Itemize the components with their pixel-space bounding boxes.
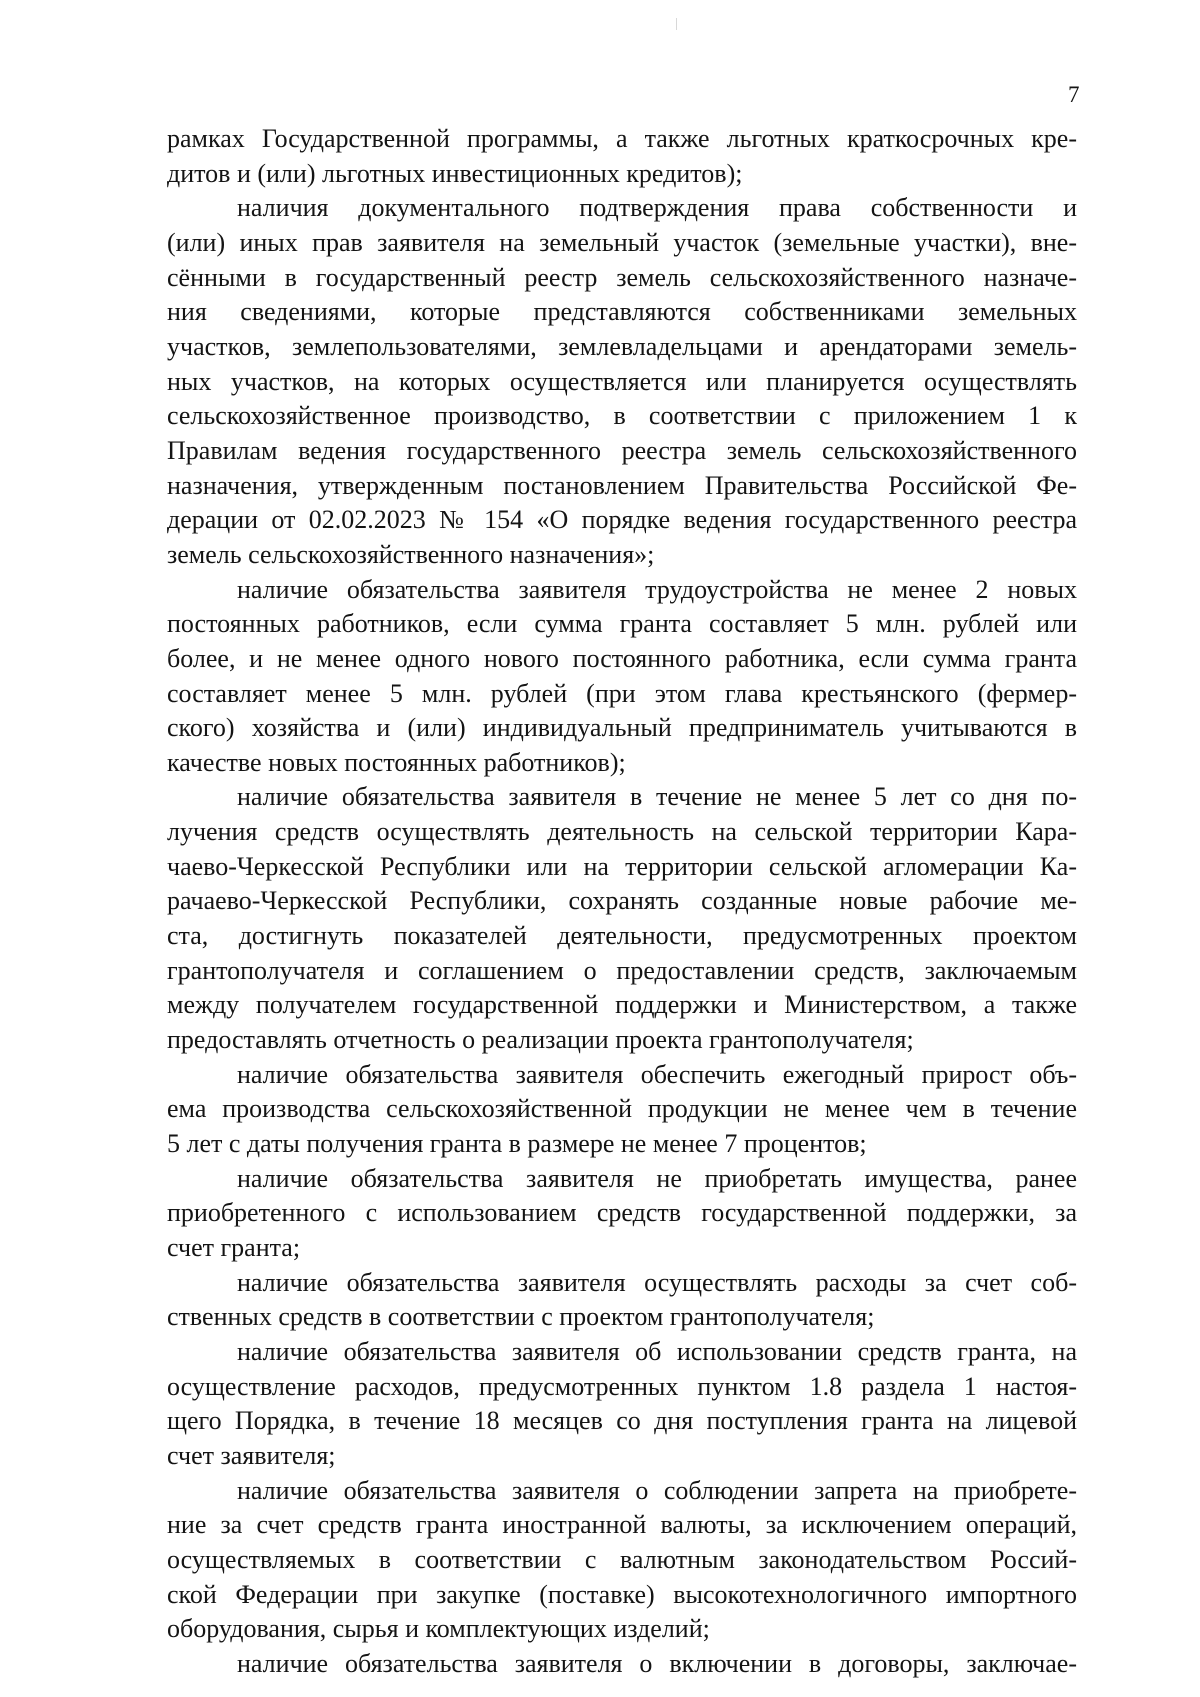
- text-line: (или) иных прав заявителя на земельный участок (земельные участки), вне-: [167, 227, 1077, 257]
- text-line: ема производства сельскохозяйственной продукции не менее чем в течение: [167, 1094, 1077, 1124]
- text-line: назначения, утвержденным постановлением Правительства Российской Фе-: [167, 470, 1077, 500]
- text-line: счет гранта;: [167, 1233, 301, 1262]
- text-line: наличие обязательства заявителя о соблюдении запрета на приобрете-: [237, 1475, 1077, 1505]
- text-line: ние за счет средств гранта иностранной валюты, за исключением операций,: [167, 1510, 1077, 1540]
- text-line: земель сельскохозяйственного назначения»;: [167, 539, 655, 569]
- text-line: наличие обязательства заявителя в течение не менее 5 лет со дня по-: [237, 782, 1077, 812]
- text-line: ской Федерации при закупке (поставке) высокотехнологичного импортного: [167, 1579, 1077, 1609]
- scan-artifact: [676, 18, 677, 30]
- text-line: ных участков, на которых осуществляется или планируется осуществлять: [167, 366, 1077, 396]
- text-line: осуществляемых в соответствии с валютным законодательством Россий-: [167, 1544, 1077, 1574]
- text-line: наличие обязательства заявителя не приобретать имущества, ранее: [237, 1163, 1077, 1193]
- text-line: приобретенного с использованием средств государственной поддержки, за: [167, 1198, 1077, 1228]
- page-number: 7: [1068, 82, 1080, 107]
- text-line: составляет менее 5 млн. рублей (при этом глава крестьянского (фермер-: [167, 678, 1077, 708]
- text-line: грантополучателя и соглашением о предоставлении средств, заключаемым: [167, 955, 1077, 985]
- text-line: щего Порядка, в течение 18 месяцев со дня поступления гранта на лицевой: [167, 1406, 1077, 1436]
- text-line: оборудования, сырья и комплектующих изделий;: [167, 1614, 710, 1644]
- text-line: качестве новых постоянных работников);: [167, 747, 626, 777]
- text-line: осуществление расходов, предусмотренных пунктом 1.8 раздела 1 настоя-: [167, 1371, 1077, 1401]
- text-line: сельскохозяйственное производство, в соответствии с приложением 1 к: [167, 401, 1077, 431]
- text-line: наличие обязательства заявителя осуществлять расходы за счет соб-: [237, 1267, 1077, 1297]
- text-line: более, и не менее одного нового постоянного работника, если сумма гранта: [167, 643, 1077, 673]
- text-line: между получателем государственной поддержки и Министерством, а также: [167, 990, 1077, 1020]
- text-line: чаево-Черкесской Республики или на территории сельской агломерации Ка-: [167, 851, 1077, 881]
- text-line: участков, землепользователями, землевладельцами и арендаторами земель-: [167, 331, 1077, 361]
- text-line: предоставлять отчетность о реализации проекта грантополучателя;: [167, 1025, 914, 1055]
- text-line: счет заявителя;: [167, 1440, 336, 1470]
- text-line: ского) хозяйства и (или) индивидуальный предприниматель учитываются в: [167, 713, 1077, 743]
- text-line: сёнными в государственный реестр земель сельскохозяйственного назначе-: [167, 262, 1077, 292]
- text-line: наличие обязательства заявителя о включении в договоры, заключае-: [237, 1648, 1077, 1678]
- text-line: ственных средств в соответствии с проектом грантополучателя;: [167, 1302, 875, 1332]
- text-line: 5 лет с даты получения гранта в размере не менее 7 процентов;: [167, 1129, 867, 1159]
- text-line: лучения средств осуществлять деятельность на сельской территории Кара-: [167, 817, 1077, 847]
- text-line: рачаево-Черкесской Республики, сохранять созданные новые рабочие ме-: [167, 886, 1077, 916]
- text-line: рамках Государственной программы, а также льготных краткосрочных кре-: [167, 124, 1077, 153]
- text-line: наличия документального подтверждения права собственности и: [237, 193, 1077, 223]
- document-body: [167, 122, 1077, 1682]
- text-line: ния сведениями, которые представляются собственниками земельных: [167, 297, 1077, 327]
- text-line: наличие обязательства заявителя трудоустройства не менее 2 новых: [237, 574, 1077, 604]
- text-line: дитов и (или) льготных инвестиционных кредитов);: [167, 158, 743, 188]
- text-line: Правилам ведения государственного реестра земель сельскохозяйственного: [167, 435, 1077, 465]
- text-line: ста, достигнуть показателей деятельности, предусмотренных проектом: [167, 921, 1077, 951]
- text-line: дерации от 02.02.2023 № 154 «О порядке ведения государственного реестра: [167, 505, 1077, 535]
- text-line: постоянных работников, если сумма гранта составляет 5 млн. рублей или: [167, 609, 1077, 639]
- text-line: наличие обязательства заявителя обеспечить ежегодный прирост объ-: [237, 1059, 1077, 1089]
- text-line: наличие обязательства заявителя об использовании средств гранта, на: [237, 1336, 1077, 1366]
